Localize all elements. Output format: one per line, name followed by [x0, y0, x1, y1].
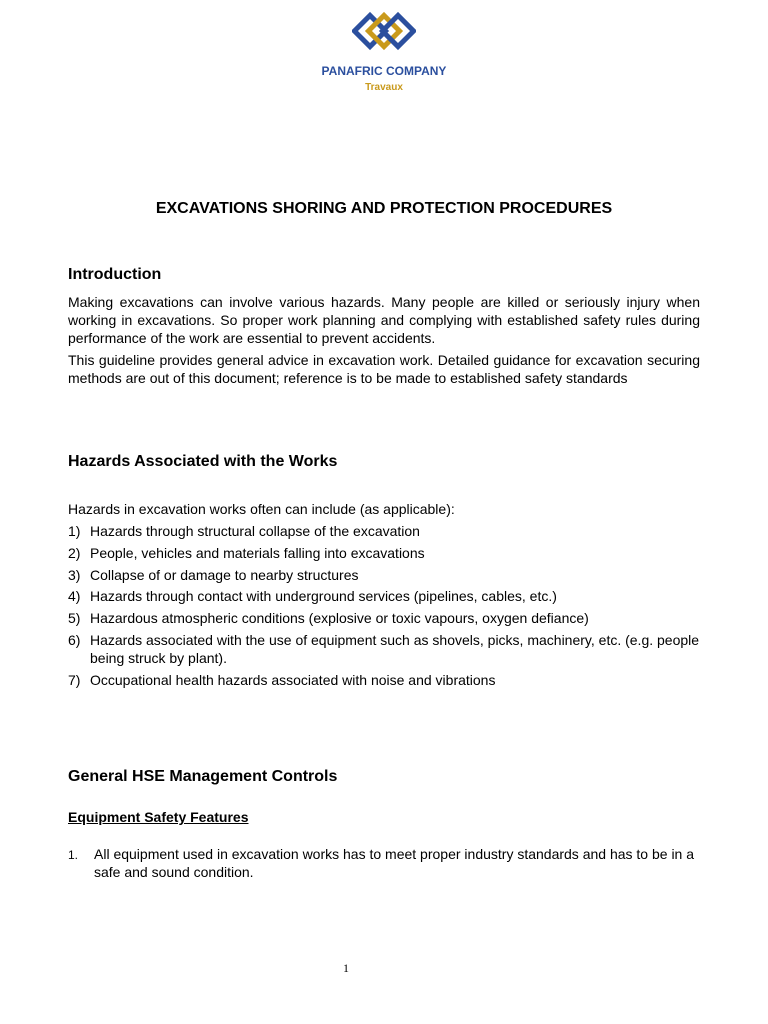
list-number: 5): [68, 610, 81, 627]
company-name: PANAFRIC COMPANY: [321, 64, 447, 78]
list-number: 1): [68, 523, 81, 539]
page-number: 1: [343, 961, 349, 975]
list-number: 2): [68, 544, 81, 561]
introduction-heading: Introduction: [68, 266, 162, 283]
list-item: [68, 609, 708, 627]
company-subtitle: Travaux: [365, 82, 403, 93]
list-item: [68, 671, 708, 689]
list-item: [68, 845, 700, 881]
list-number: 3): [68, 566, 81, 583]
list-item: [68, 544, 708, 562]
hazards-intro: Hazards in excavation works often can include (as applicable):: [68, 501, 455, 517]
company-logo: [320, 8, 448, 100]
list-item: [68, 587, 708, 605]
list-text: Occupational health hazards associated with noise and vibrations: [90, 671, 496, 688]
panafric-logo-icon: [352, 8, 416, 64]
list-number: 1.: [68, 848, 79, 862]
list-text: Hazards through contact with underground services (pipelines, cables, etc.): [90, 588, 557, 605]
equipment-safety-subheading: Equipment Safety Features: [68, 809, 249, 825]
hse-heading: General HSE Management Controls: [68, 768, 338, 785]
list-text: Hazards through structural collapse of the excavation: [90, 523, 420, 539]
document-title: EXCAVATIONS SHORING AND PROTECTION PROCEDURES: [155, 200, 613, 217]
introduction-paragraph: Making excavations can involve various hazards. Many people are killed or seriously injury when working in excavations. So proper work planning and complying with established safety rules during performance of the work are essential to prevent accidents.: [68, 294, 700, 346]
list-text: All equipment used in excavation works has to meet proper industry standards and has to be in a safe and sound condition.: [94, 846, 695, 880]
list-text: Collapse of or damage to nearby structures: [90, 566, 359, 583]
list-text: People, vehicles and materials falling into excavations: [90, 544, 425, 561]
list-item: [68, 522, 708, 540]
list-number: 4): [68, 588, 81, 605]
introduction-paragraph: This guideline provides general advice in excavation work. Detailed guidance for excavation securing methods are out of this document; reference is to be made to established safety standards: [68, 352, 700, 386]
hazard-list: [68, 522, 708, 693]
list-number: 6): [68, 631, 81, 648]
list-item: [68, 566, 708, 584]
list-number: 7): [68, 671, 81, 688]
list-text: Hazards associated with the use of equipment such as shovels, picks, machinery, etc. (e.g. people being struck by plant).: [90, 631, 700, 666]
list-item: [68, 631, 708, 667]
hazards-heading: Hazards Associated with the Works: [68, 453, 338, 470]
list-text: Hazardous atmospheric conditions (explosive or toxic vapours, oxygen defiance): [90, 610, 589, 627]
